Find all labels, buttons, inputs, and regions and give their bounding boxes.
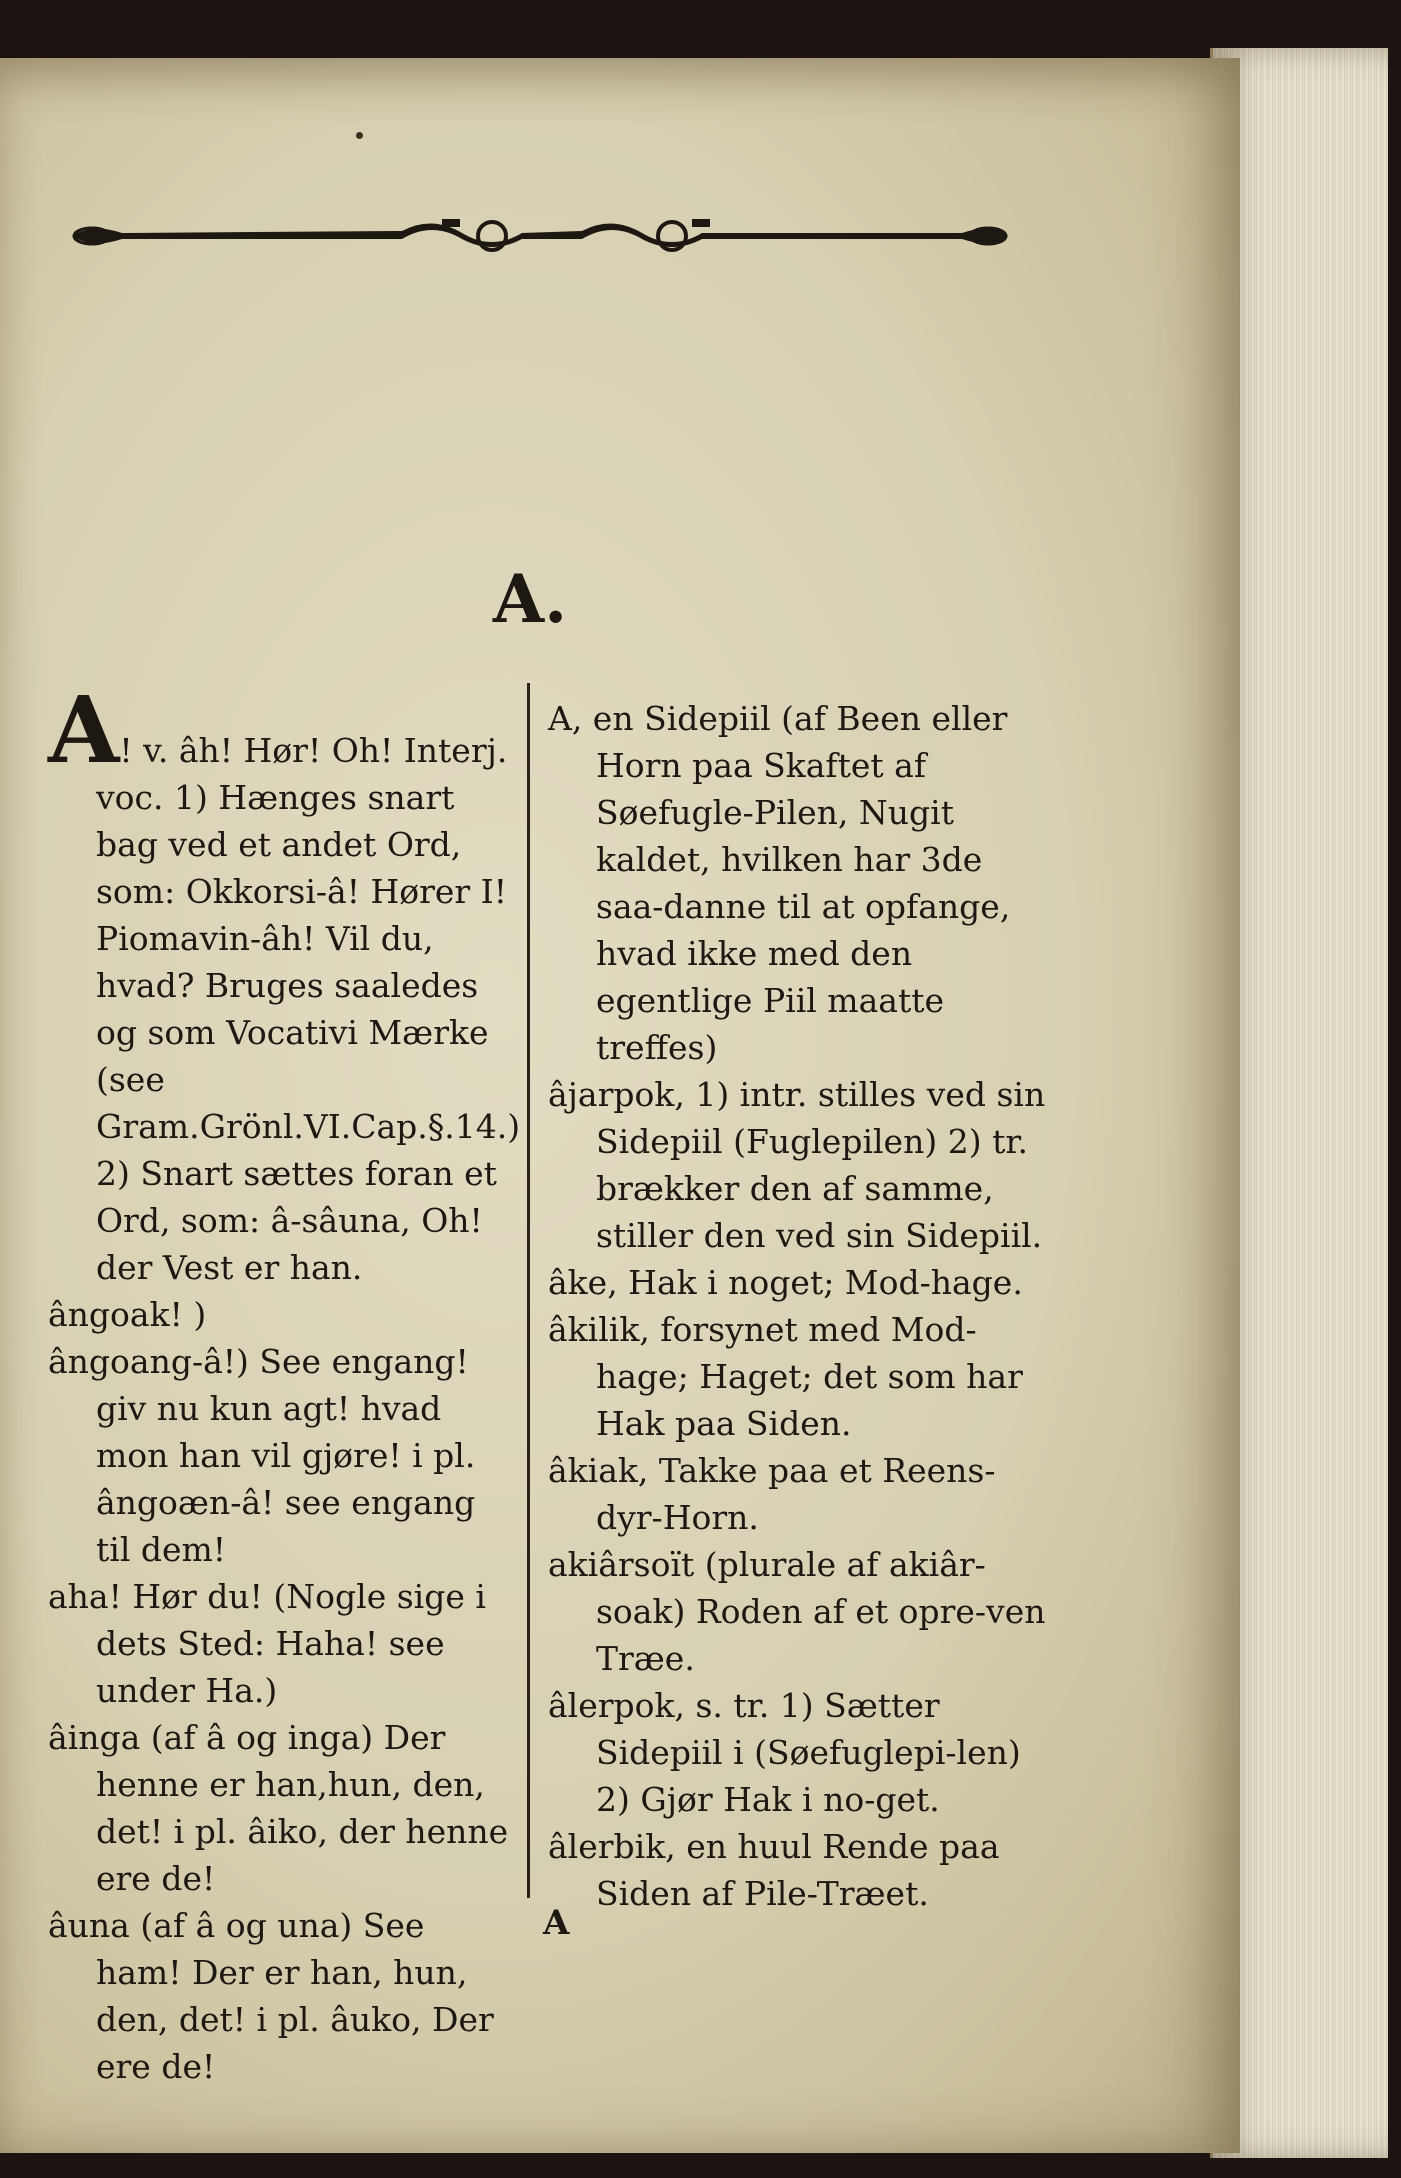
column-divider	[527, 683, 530, 1898]
section-letter-heading: A.	[492, 560, 568, 638]
dictionary-entry	[548, 1823, 1048, 1917]
dictionary-entry	[548, 1541, 1048, 1682]
entry-text: âlerbik, en huul Rende paa Siden af Pile-Træet.	[548, 1827, 1000, 1913]
dictionary-entry	[48, 1573, 516, 1714]
dictionary-entry	[48, 676, 521, 1291]
dictionary-entry	[48, 1291, 516, 1338]
entry-text: âinga (af â og inga) Der henne er han,hun, den, det! i pl. âiko, der henne ere de!	[48, 1718, 509, 1898]
entry-text: âkiak, Takke paa et Reens-dyr-Horn.	[548, 1451, 996, 1537]
entry-text: âjarpok, 1) intr. stilles ved sin Sidepiil (Fuglepilen) 2) tr. brækker den af samme, stiller den ved sin Sidepiil.	[548, 1075, 1046, 1255]
entry-text: akiârsoït (plurale af akiâr-soak) Roden af et opre-ven Træe.	[548, 1545, 1046, 1678]
dictionary-entry	[48, 1902, 516, 2090]
entry-text: âlerpok, s. tr. 1) Sætter Sidepiil i (Søefuglepi-len) 2) Gjør Hak i no-get.	[548, 1686, 1021, 1819]
entry-text: aha! Hør du! (Nogle sige i dets Sted: Haha! see under Ha.)	[48, 1577, 486, 1710]
dictionary-entry	[48, 1338, 516, 1573]
left-column	[48, 676, 521, 2090]
dictionary-entry	[548, 1447, 1048, 1541]
entry-text: ângoak! )	[48, 1295, 207, 1334]
ink-speck	[356, 132, 363, 139]
entry-text: ! v. âh! Hør! Oh! Interj. voc. 1) Hænges snart bag ved et andet Ord, som: Okkorsi-â! Hører I! Piomavin-âh! Vil du, hvad? Bruges saaledes og som Vocativi Mærke (see Gram.Grönl.VI.Cap.§.14.) 2) Snart sættes foran et Ord, som: â-sâuna, Oh! der Vest er han.	[96, 731, 521, 1287]
entry-text: âkilik, forsynet med Mod-hage; Haget; det som har Hak paa Siden.	[548, 1310, 1023, 1443]
dictionary-entry	[548, 1071, 1048, 1259]
entry-text: ângoang-â!) See engang! giv nu kun agt! hvad mon han vil gjøre! i pl. ângoæn-â! see engang til dem!	[48, 1342, 476, 1569]
dictionary-entry	[548, 1259, 1048, 1306]
dictionary-entry	[548, 695, 1048, 1071]
entry-text: âuna (af â og una) See ham! Der er han, hun, den, det! i pl. âuko, Der ere de!	[48, 1906, 494, 2086]
dictionary-entry	[548, 1682, 1048, 1823]
dictionary-entry	[548, 1306, 1048, 1447]
signature-mark: A	[543, 1903, 570, 1943]
initial-capital: A	[48, 676, 120, 784]
entry-text: âke, Hak i noget; Mod-hage.	[548, 1263, 1023, 1302]
right-column	[548, 695, 1048, 1917]
header-ornament	[62, 205, 1018, 267]
entry-text: A, en Sidepiil (af Been eller Horn paa Skaftet af Søefugle-Pilen, Nugit kaldet, hvilken har 3de saa-danne til at opfange, hvad ikke med den egentlige Piil maatte treffes)	[548, 699, 1011, 1067]
dictionary-entry	[48, 1714, 516, 1902]
